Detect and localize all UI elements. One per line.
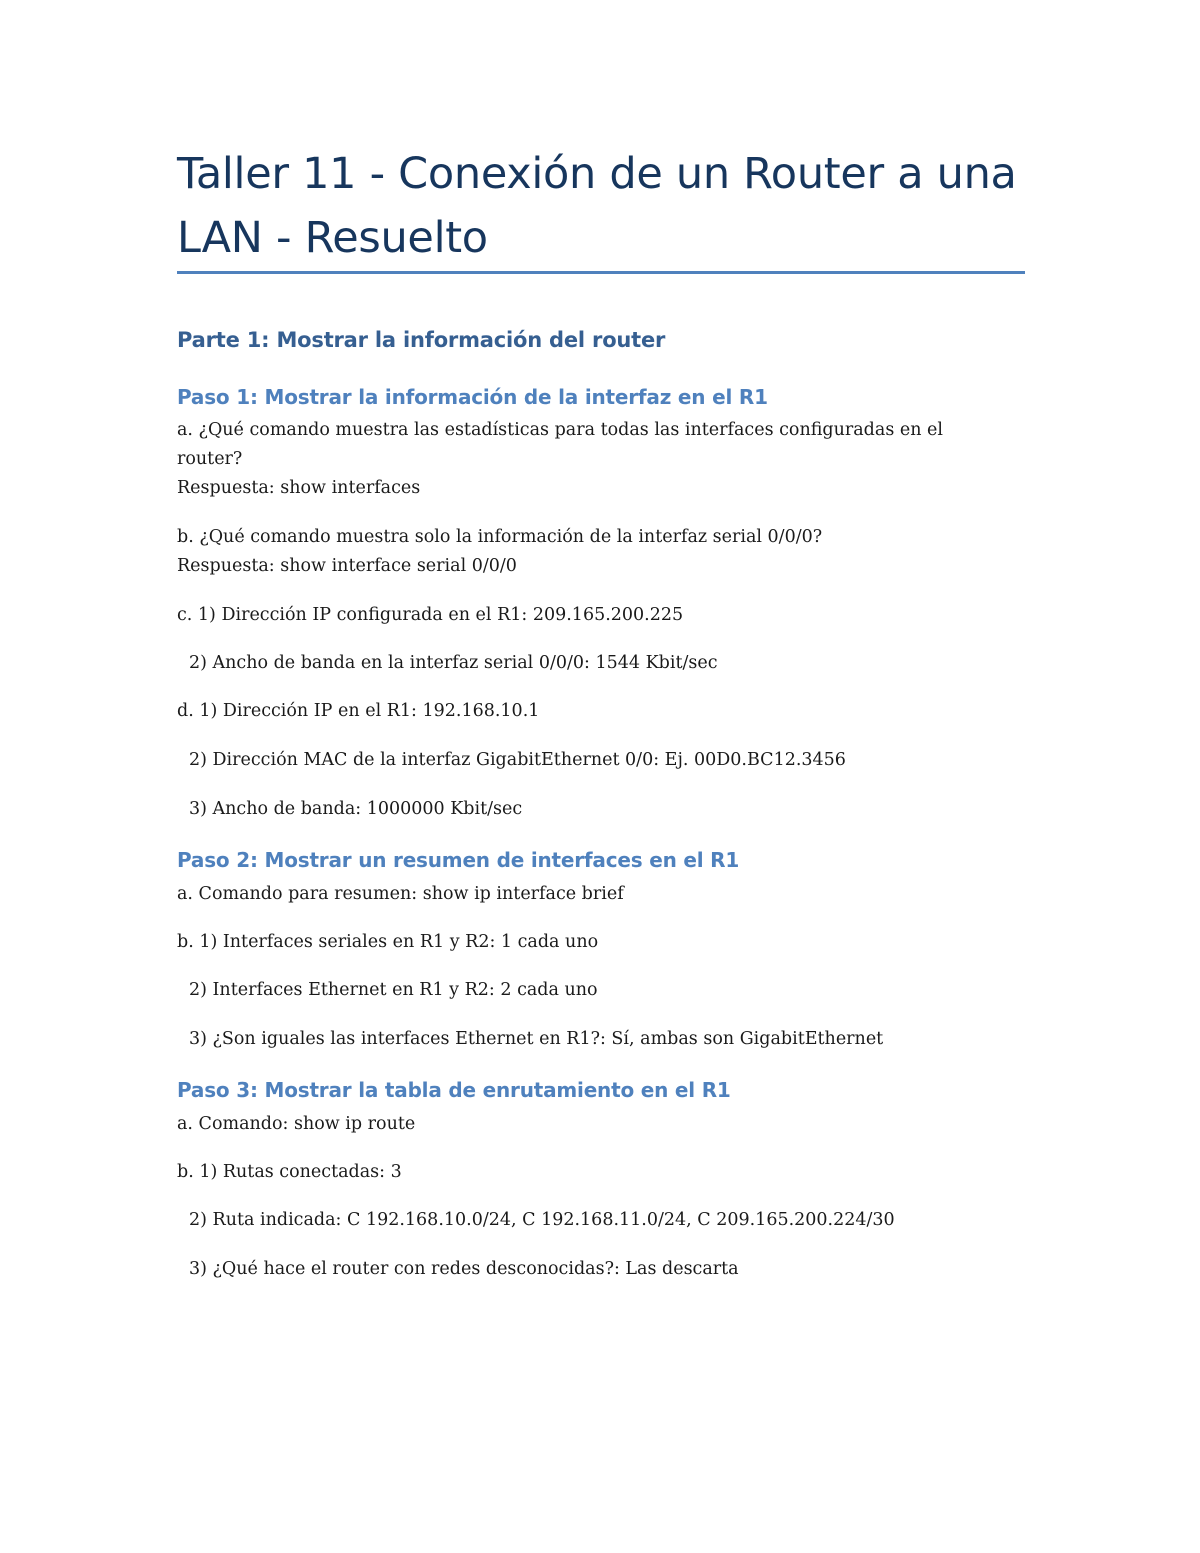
part-1-heading: Parte 1: Mostrar la información del router	[177, 328, 666, 352]
document-title-line-1: Taller 11 - Conexión de un Router a una	[177, 149, 1017, 199]
step-3-item-b3: 3) ¿Qué hace el router con redes desconocidas?: Las descarta	[189, 1259, 739, 1279]
document-title	[177, 142, 1025, 270]
step-3-item-a: a. Comando: show ip route	[177, 1114, 416, 1134]
step-1-heading: Paso 1: Mostrar la información de la interfaz en el R1	[177, 385, 768, 409]
step-2-item-b2: 2) Interfaces Ethernet en R1 y R2: 2 cada uno	[189, 980, 598, 1000]
step-2-item-b1: b. 1) Interfaces seriales en R1 y R2: 1 cada uno	[177, 932, 599, 952]
step-2-item-b3: 3) ¿Son iguales las interfaces Ethernet en R1?: Sí, ambas son GigabitEthernet	[189, 1029, 884, 1049]
step-3-item-b1: b. 1) Rutas conectadas: 3	[177, 1162, 402, 1182]
step-1-item-c2: 2) Ancho de banda en la interfaz serial 0/0/0: 1544 Kbit/sec	[189, 653, 718, 673]
step-1-question-b: b. ¿Qué comando muestra solo la información de la interfaz serial 0/0/0?	[177, 527, 823, 547]
step-1-item-d3: 3) Ancho de banda: 1000000 Kbit/sec	[189, 799, 523, 819]
step-1-item-c1: c. 1) Dirección IP configurada en el R1: 209.165.200.225	[177, 605, 684, 625]
step-1-question-a-line-1: a. ¿Qué comando muestra las estadísticas para todas las interfaces configuradas en el	[177, 420, 944, 440]
document-title-line-2: LAN - Resuelto	[177, 213, 488, 263]
step-2-item-a: a. Comando para resumen: show ip interface brief	[177, 884, 624, 904]
step-1-item-d2: 2) Dirección MAC de la interfaz GigabitEthernet 0/0: Ej. 00D0.BC12.3456	[189, 750, 846, 770]
step-2-heading: Paso 2: Mostrar un resumen de interfaces en el R1	[177, 848, 740, 872]
step-1-item-d1: d. 1) Dirección IP en el R1: 192.168.10.1	[177, 701, 540, 721]
title-underline	[177, 271, 1025, 274]
step-3-item-b2: 2) Ruta indicada: C 192.168.10.0/24, C 192.168.11.0/24, C 209.165.200.224/30	[189, 1210, 895, 1230]
step-1-answer-b: Respuesta: show interface serial 0/0/0	[177, 556, 517, 576]
step-3-heading: Paso 3: Mostrar la tabla de enrutamiento en el R1	[177, 1078, 731, 1102]
step-1-question-a-line-2: router?	[177, 449, 243, 469]
step-1-answer-a: Respuesta: show interfaces	[177, 478, 421, 498]
